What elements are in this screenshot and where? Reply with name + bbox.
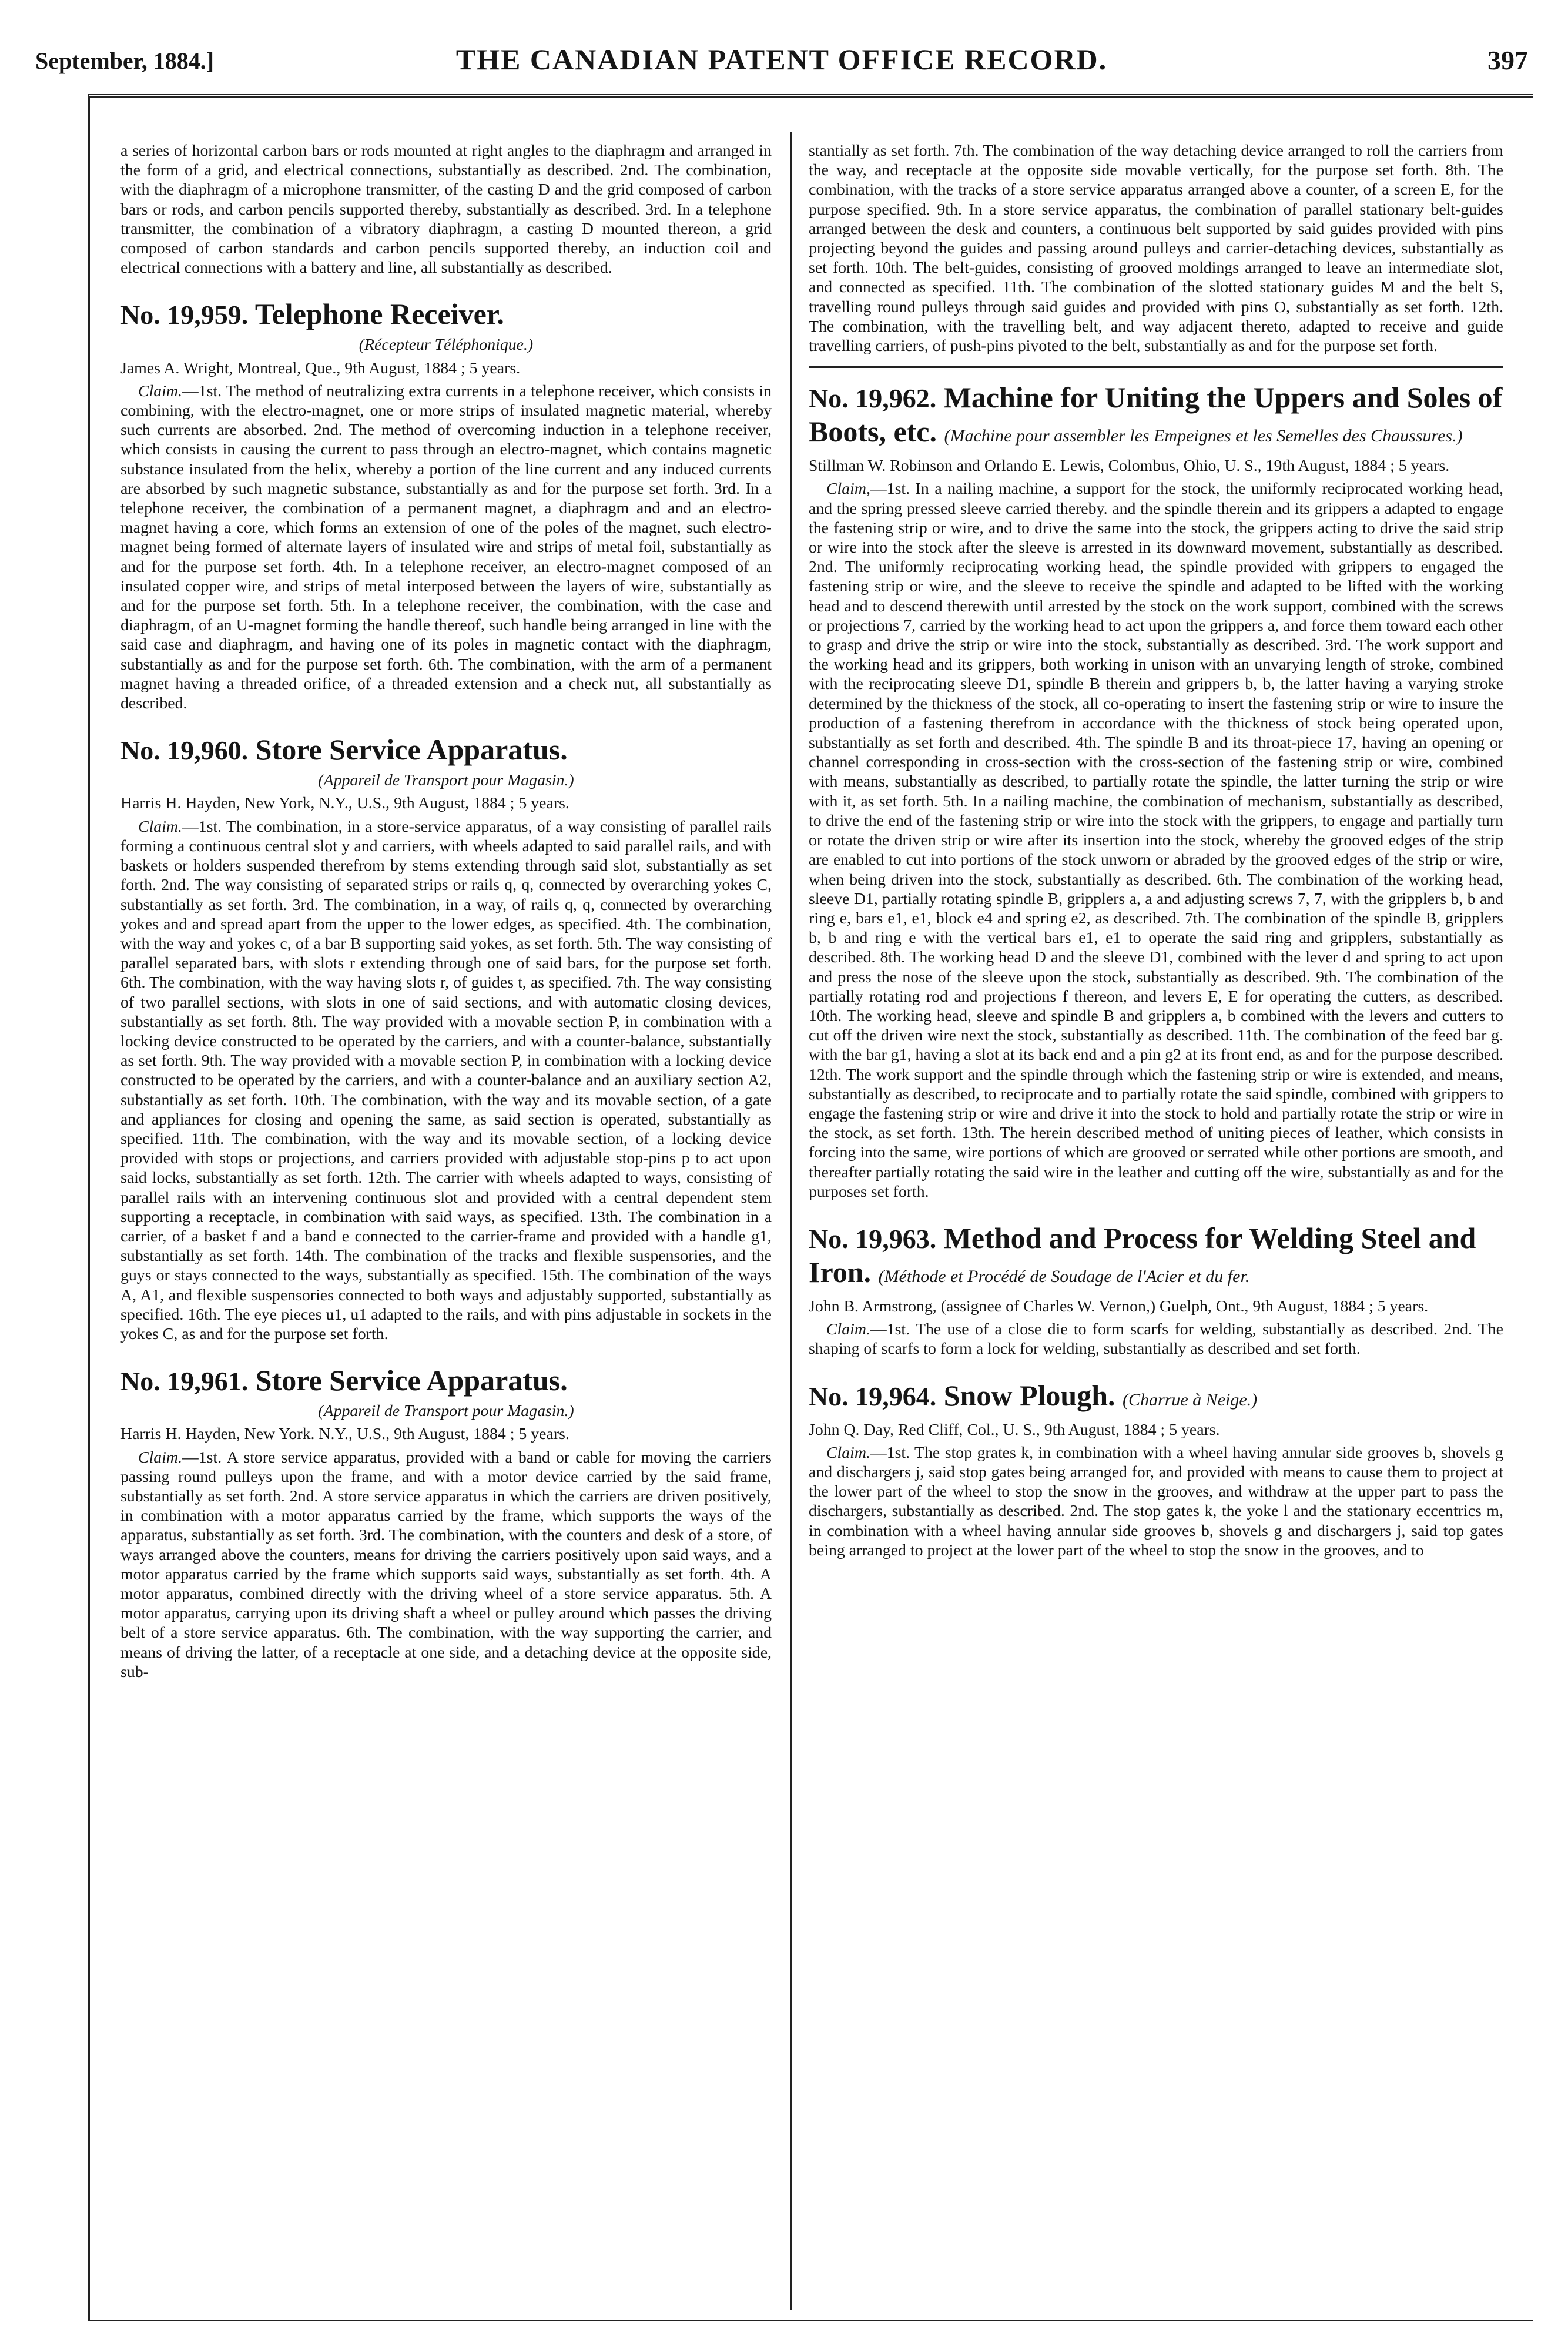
patent-19963	[809, 1221, 1503, 1359]
inventor-line: John B. Armstrong, (assignee of Charles W. Vernon,) Guelph, Ont., 9th August, 1884 ; 5 years.	[809, 1297, 1429, 1316]
claim-body: —1st. The combination, in a store-service apparatus, of a way consisting of parallel rails forming a continuous central slot y and carriers, with wheels adapted to said parallel rails, and with baskets or holders suspended therefrom by stems extending through said slot, substantially as set forth. 2nd. The way consisting of separated strips or rails q, q, connected by overarching yokes C, substantially as set forth. 3rd. The combination, in a way, of rails q, q, connected by overarching yokes and and spread apart from the upper to the lower edges, as specified. 4th. The combination, with the way and yokes c, of a bar B supporting said yokes, as set forth. 5th. The way consisting of parallel separated bars, with slots r extending through one of said bars, for the purpose set forth. 6th. The combination, with the way having slots r, of guides t, as specified. 7th. The way consisting of two parallel sections, with slots in one of said sections, and with automatic closing devices, substantially as set forth. 8th. The way provided with a movable section P, in combination with a locking device constructed to be operated by the carriers, and with a counter-balance, substantially as set forth. 9th. The way provided with a movable section P, in combination with a locking device constructed to be operated by the carriers, and with a counter-balance and an auxiliary section A2, substantially as set forth. 10th. The combination, with the way and its movable section, of a gate and appliances for closing and opening the same, as said section is operated, substantially as specified. 11th. The combination, with the way and its movable section, of a locking device provided with stops or projections, and carriers provided with adjustable stop-pins p to act upon said locks, substantially as set forth. 12th. The carrier with wheels adapted to ways, consisting of parallel rails with an intervening continuous slot and provided with a central dependent stem supporting a receptacle, in combination with said ways, as specified. 13th. The combination in a carrier, of a basket f and a band e connected to the carrier-frame and provided with a handle g1, substantially as set forth. 14th. The combination of the tracks and flexible suspensories, and the guys or stays connected to the ways, substantially as specified. 15th. The combination of the ways A, A1, and flexible suspensories connected to both ways and adjustably supported, substantially as specified. 16th. The eye pieces u1, u1 adapted to the rails, and with pins adjustable in sockets in the yokes C, as and for the purpose set forth.	[120, 817, 772, 1343]
patent-19959	[120, 297, 772, 713]
claim-label: Claim.	[138, 1448, 182, 1467]
right-column	[809, 141, 1503, 1560]
patent-title: Snow Plough.	[943, 1378, 1115, 1412]
patent-heading	[809, 1221, 1503, 1293]
inventor-line: John Q. Day, Red Cliff, Col., U. S., 9th August, 1884 ; 5 years.	[809, 1420, 1220, 1439]
claim-label: Claim.	[138, 817, 182, 836]
claim-body: —1st. The method of neutralizing extra currents in a telephone receiver, which consists in combining, with the electro-magnet, one or more strips of insulated magnetic material, whereby such currents are absorbed. 2nd. The method of overcoming induction in a telephone receiver, which consists in causing the current to pass through an electro-magnet, which contains magnetic substance insulated from the helix, whereby a portion of the line current and any induced currents are absorbed by such magnetic substance, substantially as and for the purpose set forth. 3rd. In a telephone receiver, the combination of a permanent magnet, a diaphragm and and an electro-magnet having a core, which forms an extension of one of the poles of the magnet, such electro-magnet being formed of alternate layers of insulated wire and strips of metal foil, substantially as and for the purpose set forth. 4th. In a telephone receiver, an electro-magnet composed of an insulated copper wire, and strips of metal interposed between the layers of wire, substantially as and for the purpose set forth. 5th. In a telephone receiver, the combination, with the case and diaphragm, of an U-magnet forming the handle thereof, such handle being arranged in line with the said case and diaphragm, and having one of its poles in magnetic contact with the diaphragm, substantially as and for the purpose set forth. 6th. The combination, with the arm of a permanent magnet having a threaded orifice, of a threaded extension and a check nut, all substantially as described.	[120, 381, 772, 713]
left-column	[120, 141, 772, 1682]
running-header	[35, 41, 1528, 76]
claim-label: Claim.	[826, 1320, 870, 1339]
patent-number: No. 19,959.	[120, 300, 249, 330]
header-title: THE CANADIAN PATENT OFFICE RECORD.	[455, 43, 1108, 76]
claim-text	[120, 381, 772, 713]
column-divider	[790, 132, 792, 2310]
patent-title: Telephone Receiver.	[254, 297, 504, 331]
continued-claims: stantially as set forth. 7th. The combination of the way detaching device arranged to roll the carriers from the way, and receptacle at the opposite side movable vertically, for the purpose set forth. 8th. The combination, with the tracks of a store service apparatus arranged above a counter, of a screen E, for the purpose specified. 9th. In a store service apparatus, the combination of parallel stationary belt-guides arranged between the desk and counters, a continuous belt supported by said guides provided with pins projecting beyond the guides and passing around pulleys and carrier-detaching devices, substantially as set forth. 10th. The belt-guides, consisting of grooved moldings arranged to leave an intermediate slot, and connected as specified. 11th. The combination of the slotted stationary guides M and the belt S, travelling round pulleys through said guides and provided with pins O, substantially as set forth. 12th. The combination, with the travelling belt, and way adjacent thereto, adapted to receive and guide travelling carriers, of push-pins pivoted to the belt, substantially as and for the purpose set forth.	[809, 142, 1503, 356]
claim-body: —1st. A store service apparatus, provided with a band or cable for moving the carriers passing round pulleys upon the frame, and with a motor device carried by the said frame, substantially as set forth. 2nd. A store service apparatus in which the carriers are driven positively, in combination with a motor apparatus carried by the frame, which supports the ways of the apparatus, substantially as set forth. 3rd. The combination, with the counters and desk of a store, of ways arranged above the counters, means for driving the carriers positively upon said ways, and a motor apparatus carried by the frame which supports said ways, substantially as set forth. 4th. A motor apparatus, combined directly with the driving wheel of a store service apparatus. 5th. A motor apparatus, carrying upon its driving shaft a wheel or pulley around which passes the driving belt of a store service apparatus. 6th. The combination, with the way supporting the carrier, and means of driving the latter, of a receptacle at one side, and a detaching device at the opposite side, sub-	[120, 1448, 772, 1681]
french-title: (Récepteur Téléphonique.)	[359, 336, 534, 354]
inventor-line: James A. Wright, Montreal, Que., 9th August, 1884 ; 5 years.	[120, 359, 521, 377]
header-date: September, 1884.]	[35, 48, 215, 74]
patent-title: Store Service Apparatus.	[255, 733, 568, 767]
patent-heading	[120, 733, 772, 767]
claim-label: Claim.	[138, 381, 182, 400]
patent-heading	[809, 381, 1503, 453]
claim-label: Claim,	[826, 480, 870, 498]
patent-number: No. 19,960.	[120, 735, 249, 766]
patent-heading	[120, 1364, 772, 1398]
patent-number: No. 19,962.	[809, 383, 937, 414]
patent-number: No. 19,964.	[809, 1381, 937, 1411]
claim-body: —1st. In a nailing machine, a support for the stock, the uniformly reciprocated working head, and the spring pressed sleeve carried thereby. and the spindle therein and its grippers a adapted to engage the fastening strip or wire, and to drive the same into the stock, the grippers acting to drive the said strip or wire into the stock after the sleeve is arrested in its downward movement, substantially as described. 2nd. The uniformly reciprocating working head, the spindle provided with grippers to engaged the fastening strip or wire, and the sleeve to receive the spindle and adapted to be lifted with the working head and to descend therewith until arrested by the stock on the work support, combined with the screws or projections 7, carried by the working head to act upon the grippers a, and force them toward each other to grasp and drive the strip or wire into the stock, substantially as described. 3rd. The work support and the working head and its grippers, both working in unison with an unvarying length of stroke, combined with the reciprocating sleeve D1, spindle B therein and grippers b, b, the latter having a varying stroke determined by the thickness of the stock, all co-operating to insert the fastening strip or wire to insure the production of a fastening therefrom in accordance with the thickness of stock being operated upon, substantially as set forth and described. 4th. The spindle B and its throat-piece 17, having an opening or channel corresponding in cross-section with the cross-section of the fastening strip or wire, combined with means, substantially as described, to partially rotate the spindle, the latter turning the strip or wire with it, as set forth. 5th. In a nailing machine, the combination of mechanism, substantially as described, to drive the end of the fastening strip or wire into the stock with the grippers, to engage and partially turn or rotate the driven strip or wire after its insertion into the stock, whereby the grooved edges of the strip are enabled to cut into portions of the stock unworn or abraded by the grooved edges of the strip or wire, when being driven into the stock, substantially as described. 6th. The combination of the working head, sleeve D1, partially rotating spindle B, gripplers a, a and adjusting screws 7, 7, with the gripplers b, b and ring e, bars e1, e1, block e4 and spring e2, as described. 7th. The combination of the spindle B, gripplers b, b and ring e with the vertical bars e1, e1 to operate the said ring and gripplers, substantially as described. 8th. The working head D and the sleeve D1, combined with the lever d and spring to act upon and press the nose of the sleeve upon the stock, substantially as described. 9th. The combination of the partially rotating rod and projections f thereon, and levers E, E for operating the cutters, as described. 10th. The working head, sleeve and spindle B and gripplers a, b combined with the levers and cutters to cut off the driven wire next the stock, substantially as described. 11th. The combination of the feed bar g. with the bar g1, having a slot at its back end and a pin g2 at its front end, as and for the purpose described. 12th. The work support and the spindle through which the fastening strip or wire is extended, and means, substantially as described, to reciprocate and to partially rotate the said spindle, combined with grippers to engage the fastening strip or wire and drive it into the stock to hold and partially rotate the strip or wire in the stock, as set forth. 13th. The herein described method of uniting pieces of leather, which consists in forcing into the same, wire portions of which are grooved or serrated while other portions are smooth, and thereafter partially rotating the said wire in the leather and cutting off the wire, substantially as and for the purposes set forth.	[809, 480, 1503, 1201]
patent-title: Machine for Uniting the Uppers and Soles of Boots, etc.	[809, 381, 1503, 449]
patent-19964	[809, 1379, 1503, 1560]
section-rule	[809, 366, 1503, 368]
french-title: (Méthode et Procédé de Soudage de l'Acier et du fer.	[878, 1266, 1250, 1286]
french-title: (Charrue à Neige.)	[1123, 1390, 1258, 1410]
continued-claims: a series of horizontal carbon bars or rods mounted at right angles to the diaphragm and arranged in the form of a grid, and electrical connections, substantially as described. 2nd. The combination, with the diaphragm of a microphone transmitter, of the casting D and the grid composed of carbon bars or rods, and carbon pencils supported thereby, substantially as described. 3rd. In a telephone transmitter, the combination of a vibratory diaphragm, a casting D mounted thereon, a grid composed of carbon standards and carbon pencils supported thereby, an induction coil and electrical connections with a battery and line, all substantially as described.	[120, 142, 772, 277]
patent-19960	[120, 733, 772, 1344]
patent-19962	[809, 381, 1503, 1202]
french-title: (Machine pour assembler les Empeignes et les Semelles des Chaussures.)	[944, 426, 1463, 446]
claim-label: Claim.	[826, 1443, 870, 1462]
patent-heading	[809, 1379, 1503, 1417]
patent-title: Method and Process for Welding Steel and Iron.	[809, 1221, 1476, 1289]
claim-text	[809, 479, 1503, 1202]
inventor-line: Harris H. Hayden, New York. N.Y., U.S., 9th August, 1884 ; 5 years.	[120, 1425, 569, 1444]
patent-number: No. 19,961.	[120, 1366, 249, 1397]
claim-body: —1st. The stop grates k, in combination with a wheel having annular side grooves b, shovels g and dischargers j, said stop gates being arranged for, and provided with means to cause them to project at the lower part of the wheel to stop the snow in the grooves, and withdraw at the upper part to pass the dischargers, substantially as described. 2nd. The stop gates k, the yoke l and the stationary eccentrics m, in combination with a wheel having annular side grooves b, shovels g and dischargers j, said top gates being arranged to project at the lower part of the wheel to stop the snow in the grooves, and to	[809, 1443, 1503, 1559]
claim-body: —1st. The use of a close die to form scarfs for welding, substantially as described. 2nd. The shaping of scarfs to form a lock for welding, substantially as described and set forth.	[809, 1320, 1503, 1358]
page-number: 397	[1487, 45, 1528, 75]
patent-title: Store Service Apparatus.	[255, 1364, 568, 1397]
inventor-line: Stillman W. Robinson and Orlando E. Lewis, Colombus, Ohio, U. S., 19th August, 1884 ; 5 years.	[809, 457, 1450, 476]
claim-text	[809, 1443, 1503, 1560]
claim-text	[120, 817, 772, 1344]
french-title: (Appareil de Transport pour Magasin.)	[318, 1402, 574, 1421]
claim-text	[809, 1320, 1503, 1358]
patent-19961	[120, 1364, 772, 1682]
patent-number: No. 19,963.	[809, 1223, 937, 1254]
patent-heading	[120, 297, 772, 332]
french-title: (Appareil de Transport pour Magasin.)	[318, 771, 574, 790]
inventor-line: Harris H. Hayden, New York, N.Y., U.S., 9th August, 1884 ; 5 years.	[120, 794, 569, 813]
claim-text	[120, 1448, 772, 1682]
